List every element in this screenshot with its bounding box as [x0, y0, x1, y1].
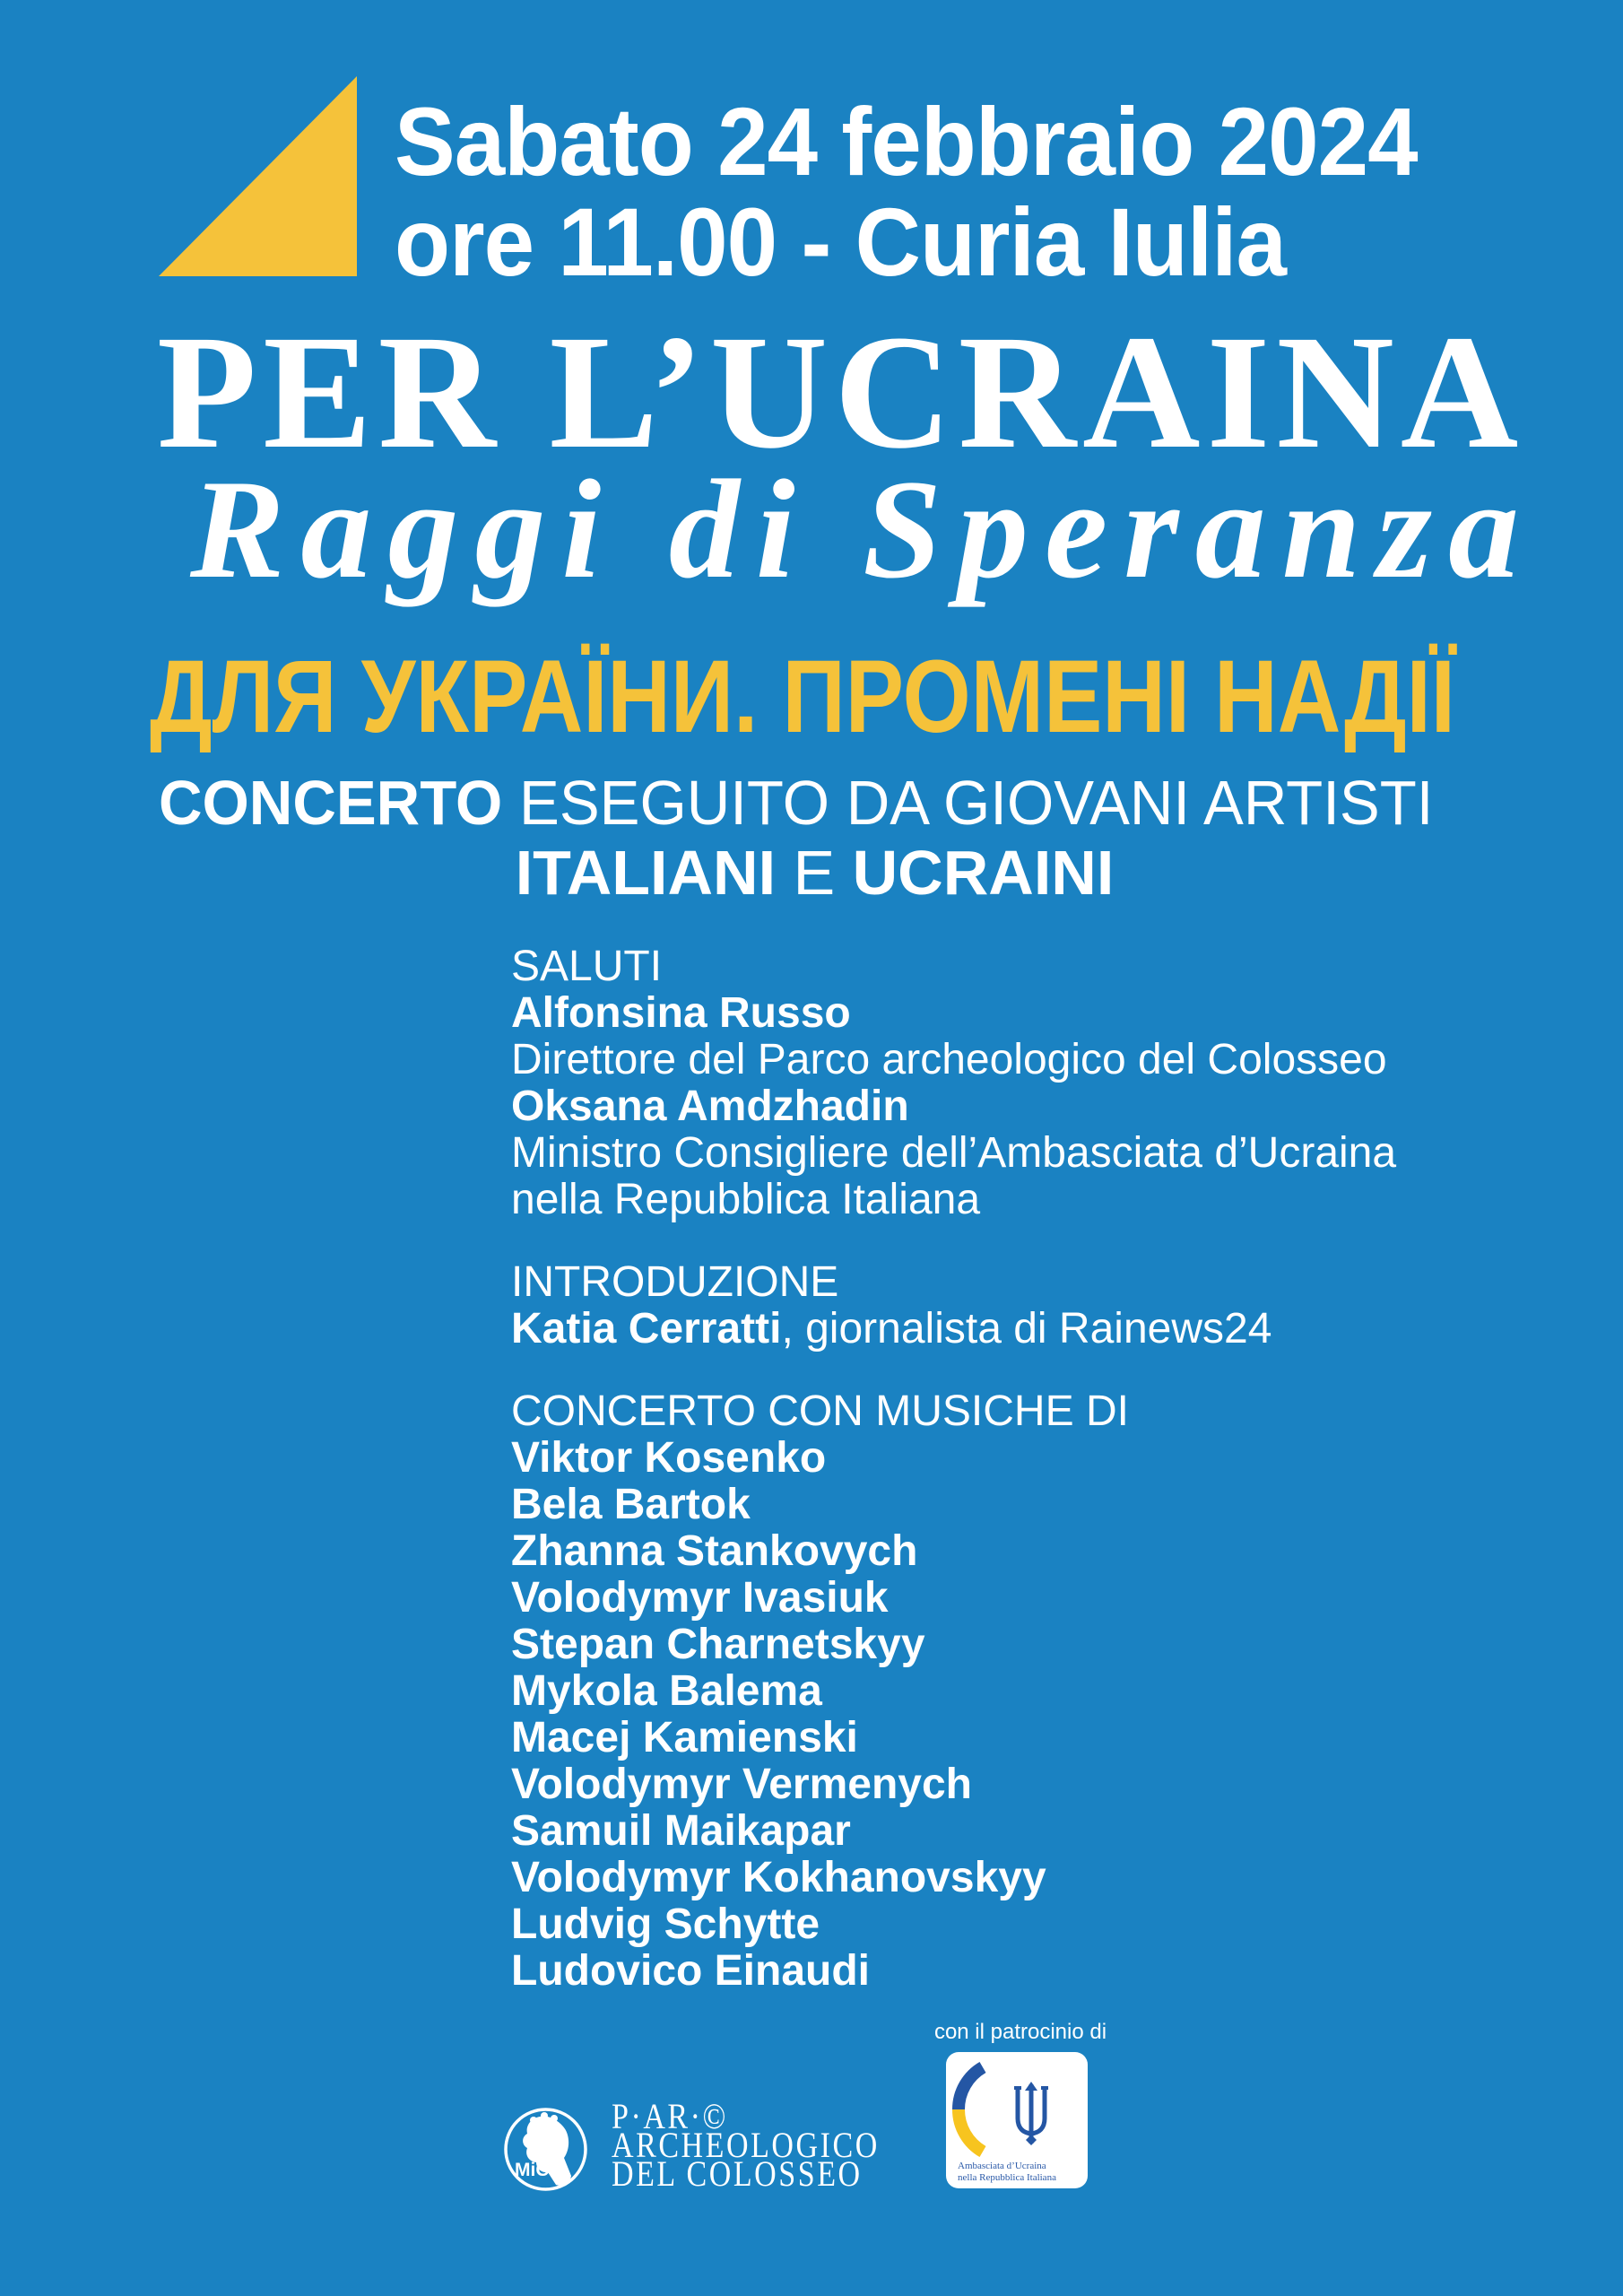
program-line	[511, 1435, 1396, 1482]
text-segment: Stepan Charnetskyy	[511, 1621, 925, 1668]
text-segment: Bela Bartok	[511, 1481, 751, 1528]
text-segment: Oksana Amdzhadin	[511, 1083, 909, 1130]
program-line	[511, 990, 1396, 1037]
text-segment: Ludvig Schytte	[511, 1900, 820, 1948]
text-segment: Samuil Maikapar	[511, 1807, 851, 1855]
text-segment: ITALIANI	[515, 838, 777, 908]
event-time-venue: ore 11.00 - Curia Iulia	[395, 187, 1287, 296]
program-line	[511, 1083, 1396, 1130]
program-line	[511, 1528, 1396, 1575]
program-line	[511, 1715, 1396, 1761]
program-line	[511, 1306, 1396, 1352]
text-segment: ESEGUITO DA GIOVANI ARTISTI	[502, 768, 1434, 838]
program-line	[511, 1482, 1396, 1528]
event-date: Sabato 24 febbraio 2024	[395, 87, 1418, 196]
program-section	[511, 1388, 1396, 1995]
text-segment: Ludovico Einaudi	[511, 1947, 871, 1995]
program-line	[511, 1037, 1396, 1083]
program-block	[511, 944, 1396, 1995]
program-line	[511, 1388, 1396, 1435]
poster-title-ukrainian: ДЛЯ УКРАЇНИ. ПРОМЕНІ НАДІЇ	[150, 639, 1455, 754]
text-segment: Mykola Balema	[511, 1667, 822, 1715]
program-line	[511, 1575, 1396, 1622]
program-line	[511, 1808, 1396, 1855]
program-line	[511, 1855, 1396, 1901]
text-segment: Direttore del Parco archeologico del Colosseo	[511, 1036, 1387, 1083]
text-segment: CONCERTO CON MUSICHE DI	[511, 1387, 1129, 1435]
text-segment: Volodymyr Vermenych	[511, 1761, 972, 1808]
program-line	[511, 1177, 1396, 1223]
poster-subtitle-italic: Raggi di Speranza	[190, 451, 1536, 608]
embassy-name-line1: Ambasciata d’Ucraina	[958, 2161, 1046, 2171]
text-segment: UCRAINI	[852, 838, 1115, 908]
text-segment: CONCERTO	[159, 768, 503, 838]
concert-description-line1	[159, 768, 1434, 838]
parco-logo-line1: P·AR·©	[612, 2096, 728, 2136]
text-segment: Katia Cerratti	[511, 1305, 782, 1352]
patronage-label: con il patrocinio di	[933, 2020, 1107, 2044]
text-segment: E	[776, 838, 853, 908]
mic-circle-logo	[504, 2108, 587, 2191]
program-section	[511, 944, 1396, 1223]
program-line	[511, 1948, 1396, 1995]
text-segment: Macej Kamienski	[511, 1714, 858, 1761]
parco-logo-line3: DEL COLOSSEO	[612, 2153, 863, 2194]
yellow-triangle-decoration	[159, 76, 357, 276]
text-segment: Ministro Consigliere dell’Ambasciata d’Ucraina	[511, 1129, 1397, 1177]
text-segment: Volodymyr Kokhanovskyy	[511, 1854, 1046, 1901]
parco-logo-line2: ARCHEOLOGICO	[612, 2125, 880, 2165]
text-segment: , giornalista di Rainews24	[781, 1305, 1272, 1352]
text-segment: Volodymyr Ivasiuk	[511, 1574, 889, 1622]
program-line	[511, 1668, 1396, 1715]
tryzub-trident-icon	[1014, 2082, 1048, 2145]
text-segment: SALUTI	[511, 943, 663, 990]
text-segment: Viktor Kosenko	[511, 1434, 827, 1482]
program-line	[511, 1622, 1396, 1668]
ukraine-arc-icon	[959, 2067, 983, 2152]
embassy-logo-card	[946, 2052, 1088, 2188]
program-line	[511, 1901, 1396, 1948]
program-line	[511, 1761, 1396, 1808]
text-segment: nella Repubblica Italiana	[511, 1176, 981, 1223]
program-line	[511, 1259, 1396, 1306]
embassy-name-line2: nella Repubblica Italiana	[958, 2171, 1056, 2183]
text-segment: INTRODUZIONE	[511, 1258, 839, 1306]
text-segment: Zhanna Stankovych	[511, 1527, 918, 1575]
program-line	[511, 944, 1396, 990]
text-segment: Alfonsina Russo	[511, 989, 851, 1037]
poster-title: PER L’UCRAINA	[157, 302, 1525, 483]
mic-logo-label: MiC	[515, 2160, 550, 2180]
program-line	[511, 1130, 1396, 1177]
concert-description-line2	[159, 838, 1471, 908]
program-section	[511, 1259, 1396, 1352]
